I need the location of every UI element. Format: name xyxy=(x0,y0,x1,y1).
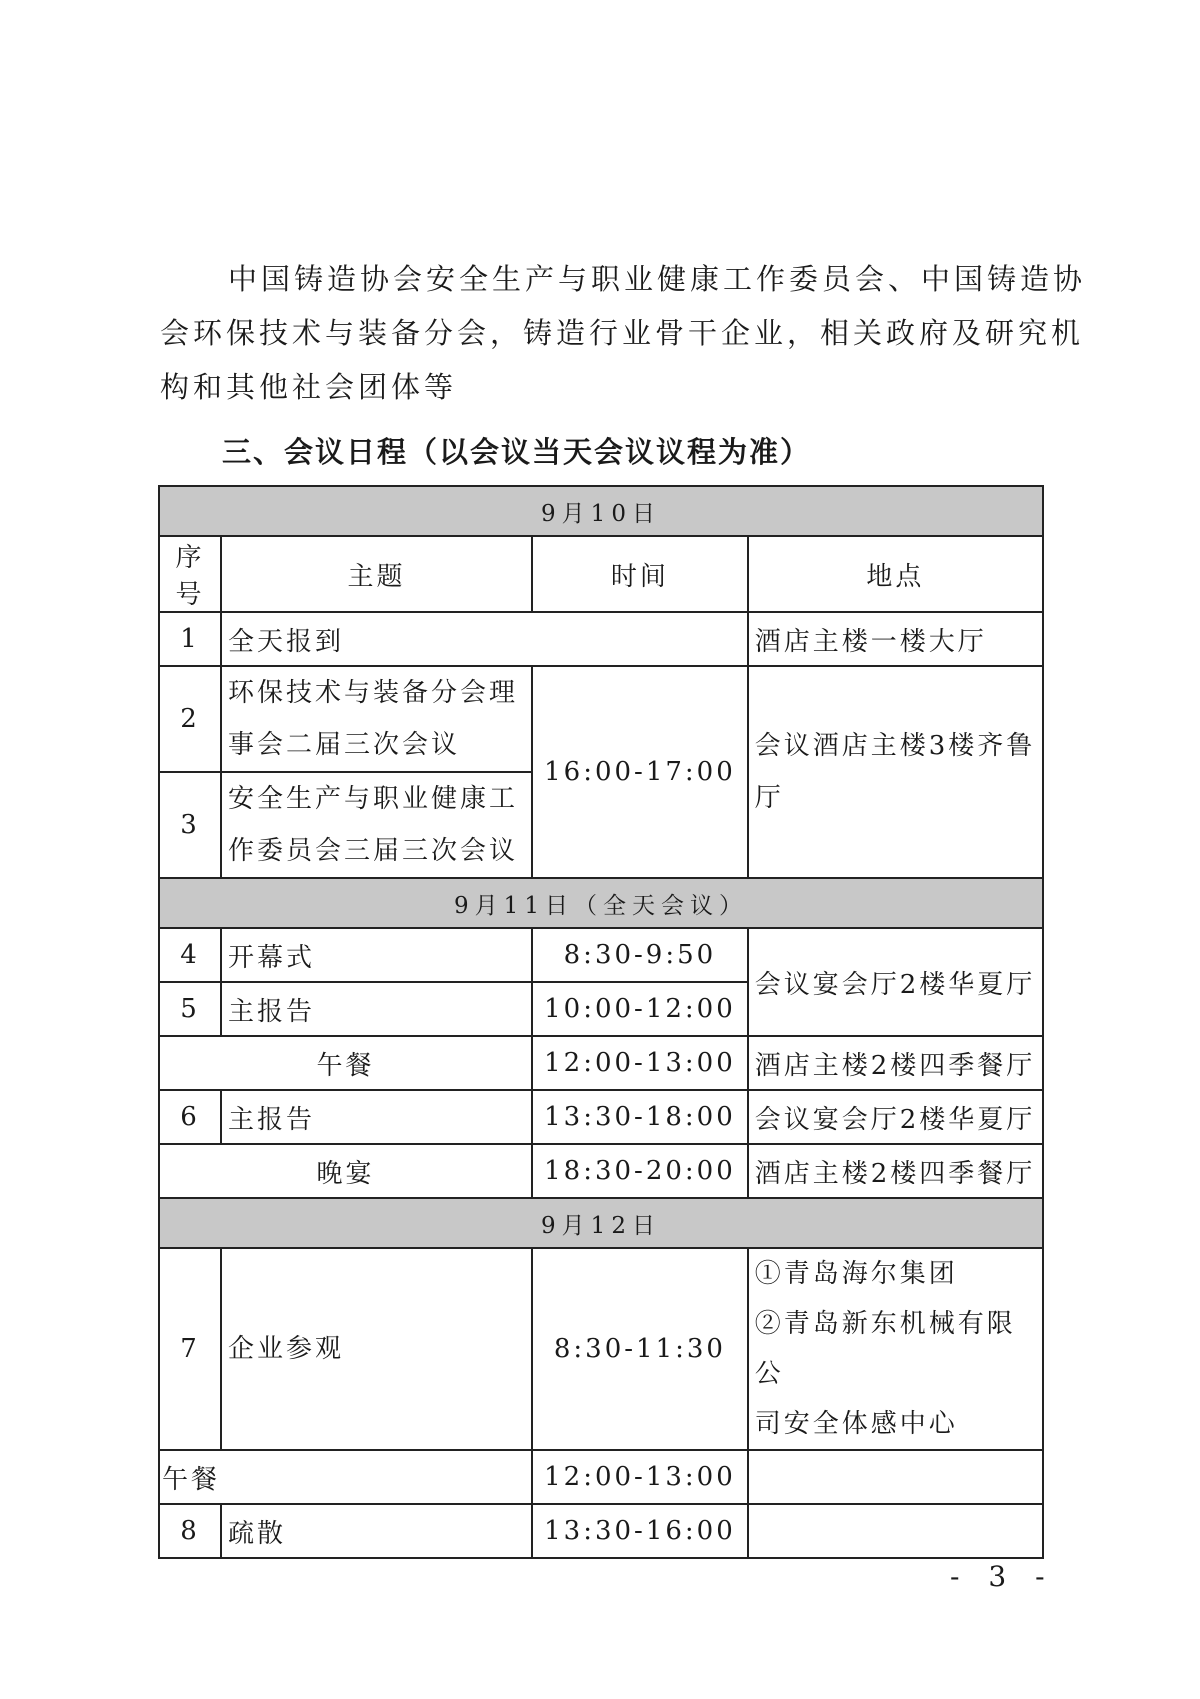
table-row xyxy=(159,1504,1043,1558)
place-cell: 会议宴会厅2楼华夏厅 xyxy=(748,928,1043,1036)
table-row xyxy=(159,1450,1043,1504)
table-row xyxy=(159,1036,1043,1090)
topic-cell: 午餐 xyxy=(159,1036,532,1090)
topic-cell: 主报告 xyxy=(221,1090,532,1144)
time-cell: 10:00-12:00 xyxy=(532,982,748,1036)
intro-line: 构和其他社会团体等 xyxy=(160,370,458,404)
header-place: 地点 xyxy=(748,536,1043,612)
place-cell xyxy=(748,1450,1043,1504)
table-row xyxy=(159,928,1043,982)
topic-cell xyxy=(221,666,532,772)
date-row-day2 xyxy=(159,878,1043,928)
topic-line: 环保技术与装备分会理 xyxy=(227,678,518,708)
seq-cell: 4 xyxy=(159,928,221,982)
seq-cell: 3 xyxy=(159,772,221,878)
page-number: - 3 - xyxy=(950,1560,1055,1593)
time-cell: 12:00-13:00 xyxy=(532,1450,748,1504)
intro-line: 会环保技术与装备分会，铸造行业骨干企业，相关政府及研究机 xyxy=(160,316,1085,350)
seq-cell: 2 xyxy=(159,666,221,772)
topic-cell: 开幕式 xyxy=(221,928,532,982)
date-label: 9月11日（全天会议） xyxy=(159,878,1043,928)
seq-cell: 1 xyxy=(159,612,221,666)
time-cell: 13:30-18:00 xyxy=(532,1090,748,1144)
seq-cell: 6 xyxy=(159,1090,221,1144)
place-line: 会议酒店主楼3楼齐鲁 xyxy=(754,731,1036,761)
place-line: ②青岛新东机械有限公 xyxy=(754,1309,1016,1389)
seq-cell: 8 xyxy=(159,1504,221,1558)
time-cell: 18:30-20:00 xyxy=(532,1144,748,1198)
intro-paragraph xyxy=(160,252,1087,414)
seq-cell: 7 xyxy=(159,1248,221,1450)
intro-line: 中国铸造协会安全生产与职业健康工作委员会、中国铸造协 xyxy=(228,262,1087,296)
place-line: ①青岛海尔集团 xyxy=(754,1259,958,1289)
date-row-day3 xyxy=(159,1198,1043,1248)
date-label: 9月10日 xyxy=(159,486,1043,536)
table-row xyxy=(159,1248,1043,1450)
topic-cell: 晚宴 xyxy=(159,1144,532,1198)
table-row xyxy=(159,666,1043,772)
place-cell xyxy=(748,1248,1043,1450)
topic-cell: 主报告 xyxy=(221,982,532,1036)
header-seq: 序号 xyxy=(159,536,221,612)
place-cell xyxy=(748,1504,1043,1558)
header-time: 时间 xyxy=(532,536,748,612)
topic-line: 事会二届三次会议 xyxy=(227,730,460,760)
place-cell: 酒店主楼一楼大厅 xyxy=(748,612,1043,666)
place-cell: 酒店主楼2楼四季餐厅 xyxy=(748,1036,1043,1090)
time-cell: 16:00-17:00 xyxy=(532,666,748,878)
table-row xyxy=(159,1144,1043,1198)
place-line: 司安全体感中心 xyxy=(754,1409,958,1439)
place-cell xyxy=(748,666,1043,878)
table-row xyxy=(159,612,1043,666)
time-cell: 8:30-11:30 xyxy=(532,1248,748,1450)
date-label: 9月12日 xyxy=(159,1198,1043,1248)
schedule-table xyxy=(158,485,1044,1559)
time-cell: 13:30-16:00 xyxy=(532,1504,748,1558)
time-cell: 8:30-9:50 xyxy=(532,928,748,982)
place-cell: 会议宴会厅2楼华夏厅 xyxy=(748,1090,1043,1144)
topic-cell: 企业参观 xyxy=(221,1248,532,1450)
topic-cell: 午餐 xyxy=(159,1450,532,1504)
table-header-row xyxy=(159,536,1043,612)
date-row-day1 xyxy=(159,486,1043,536)
place-cell: 酒店主楼2楼四季餐厅 xyxy=(748,1144,1043,1198)
section-heading: 三、会议日程（以会议当天会议议程为准） xyxy=(222,435,812,469)
seq-cell: 5 xyxy=(159,982,221,1036)
topic-line: 安全生产与职业健康工 xyxy=(227,784,518,814)
topic-cell: 疏散 xyxy=(221,1504,532,1558)
table-row xyxy=(159,1090,1043,1144)
topic-line: 作委员会三届三次会议 xyxy=(227,836,518,866)
header-topic: 主题 xyxy=(221,536,532,612)
place-line: 厅 xyxy=(754,783,784,813)
topic-cell xyxy=(221,772,532,878)
time-cell: 12:00-13:00 xyxy=(532,1036,748,1090)
topic-cell: 全天报到 xyxy=(221,612,748,666)
